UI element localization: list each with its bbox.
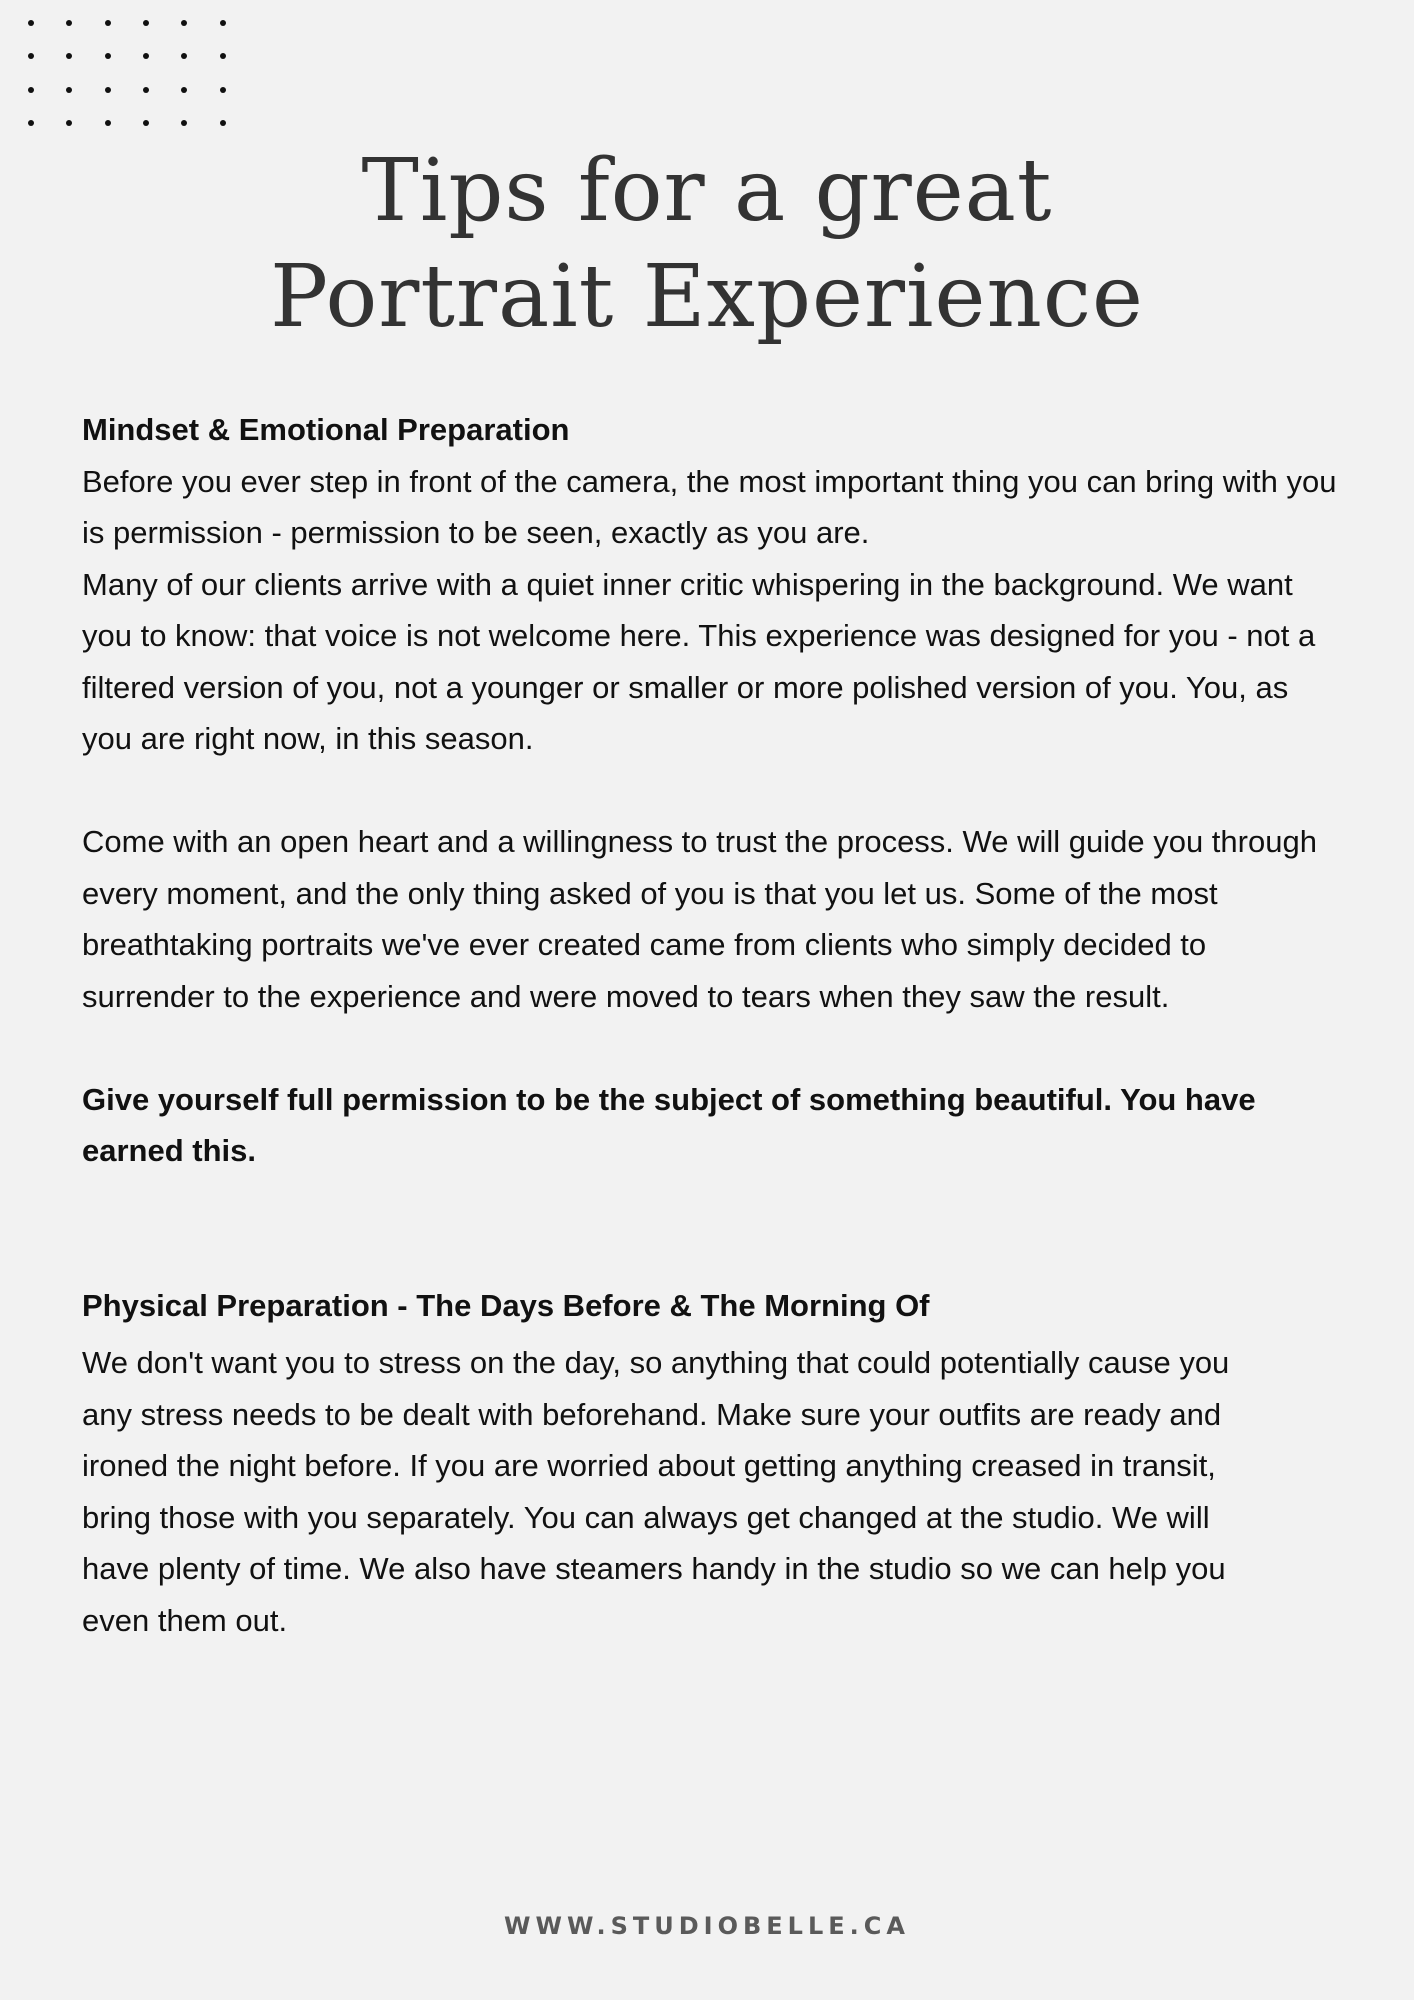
page-title-line-1: Tips for a great: [361, 141, 1053, 241]
dot: [105, 120, 111, 126]
dot: [28, 120, 34, 126]
dot: [105, 53, 111, 59]
section-heading-physical-preparation: Physical Preparation - The Days Before & The Morning Of: [82, 1287, 930, 1323]
dot: [143, 20, 149, 26]
dot: [220, 87, 226, 93]
footer-website: WWW.STUDIOBELLE.CA: [504, 1912, 910, 1940]
dot: [105, 87, 111, 93]
decorative-dot-grid: [12, 6, 242, 140]
dot: [181, 20, 187, 26]
dot: [220, 53, 226, 59]
page-title: [0, 138, 1414, 350]
mindset-paragraph-3: Come with an open heart and a willingness to trust the process. We will guide you through every moment, and the only thing asked of you is that you let us. Some of the most breathtaking portraits we've ever created came from clients who simply decided to surrender to the experience and were moved to tears when they saw the result.: [82, 824, 1317, 1014]
mindset-closing-statement: Give yourself full permission to be the subject of something beautiful. You have earned this.: [82, 1081, 1256, 1168]
dot: [143, 120, 149, 126]
section-mindset: [82, 404, 1342, 1177]
dot: [181, 53, 187, 59]
section-physical-preparation: [82, 1280, 1242, 1647]
dot: [28, 53, 34, 59]
dot: [220, 120, 226, 126]
mindset-paragraph-2: Many of our clients arrive with a quiet inner critic whispering in the background. We want you to know: that voice is not welcome here. This experience was designed for you - not a filtered version of you, not a younger or smaller or more polished version of you. You, as you are right now, in this season.: [82, 566, 1316, 756]
section-heading-mindset: Mindset & Emotional Preparation: [82, 412, 570, 447]
dot: [66, 20, 72, 26]
mindset-paragraph-1: Before you ever step in front of the camera, the most important thing you can bring with you is permission - permission to be seen, exactly as you are.: [82, 463, 1337, 550]
dot: [181, 120, 187, 126]
dot: [143, 53, 149, 59]
paragraph-spacer: [82, 765, 1342, 817]
dot: [28, 87, 34, 93]
dot: [105, 20, 111, 26]
dot: [143, 87, 149, 93]
dot: [66, 53, 72, 59]
physical-preparation-paragraph: We don't want you to stress on the day, so anything that could potentially cause you any stress needs to be dealt with beforehand. Make sure your outfits are ready and ironed the night before. If you are worried about getting anything creased in transit, bring those with you separately. You can always get changed at the studio. We will have plenty of time. We also have steamers handy in the studio so we can help you even them out.: [82, 1345, 1230, 1638]
dot: [220, 20, 226, 26]
page-title-line-2: Portrait Experience: [270, 247, 1144, 347]
dot: [181, 87, 187, 93]
paragraph-spacer: [82, 1022, 1342, 1074]
section-spacer: [82, 1177, 1342, 1280]
document-body: [82, 404, 1342, 1646]
dot: [66, 120, 72, 126]
dot: [28, 20, 34, 26]
dot: [66, 87, 72, 93]
